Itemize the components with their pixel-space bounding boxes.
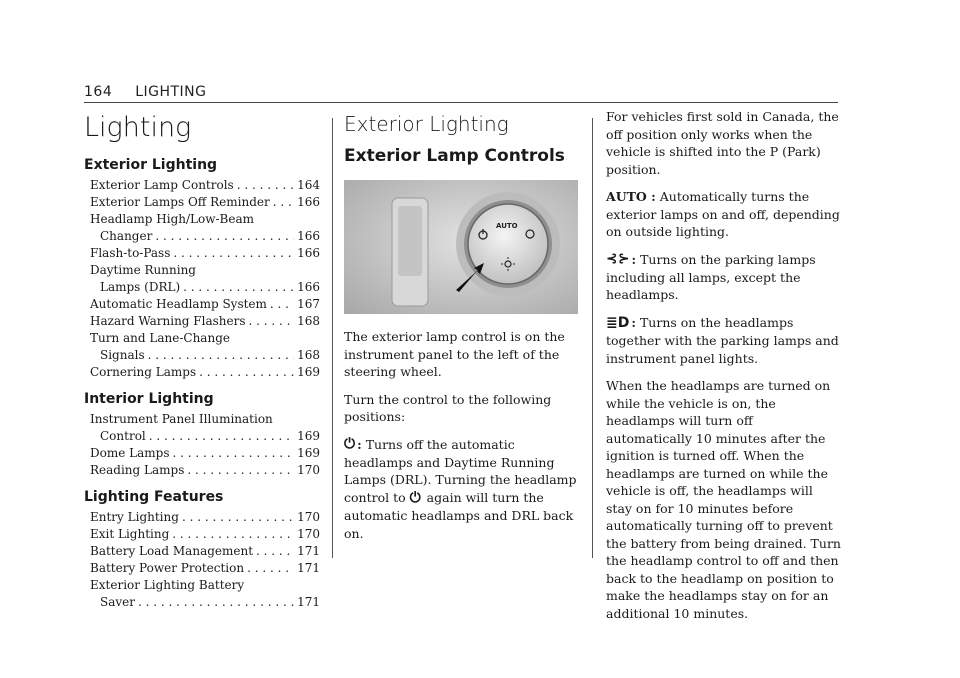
toc-entry-continued[interactable]: Saver . . . 171 — [84, 594, 320, 611]
toc-entry-continued[interactable]: Signals . . . 168 — [84, 347, 320, 364]
toc-page-number: 168 — [297, 348, 320, 362]
toc-entry[interactable]: Hazard Warning Flashers . . . 168 — [84, 313, 320, 330]
paragraph-headlamps: ≣D : Turns on the headlamps together with the parking lamps and instrument panel lights. — [606, 314, 839, 366]
toc-page-number: 169 — [297, 429, 320, 443]
power-off-icon: ⏻ — [409, 489, 421, 506]
toc-section-heading: Lighting Features — [84, 489, 224, 505]
paragraph-canada: For vehicles first sold in Canada, the off position only works when the vehicle is shifted into the P (Park) position. — [606, 109, 839, 177]
paragraph-off: ⏻ : Turns off the automatic headlamps and Daytime Running Lamps (DRL). Turning the headlamp control to ⏻ again will turn the automatic headlamps and DRL back on. — [344, 436, 577, 541]
power-off-icon: ⏻ — [344, 436, 356, 453]
page-header — [84, 84, 207, 100]
toc-entry[interactable]: Battery Load Management . . . 171 — [84, 543, 320, 560]
toc-entry-continued[interactable]: Control . . . 169 — [84, 428, 320, 445]
table-of-contents — [84, 157, 320, 611]
toc-entry[interactable]: Dome Lamps . . . 169 — [84, 445, 320, 462]
toc-entry[interactable]: Exterior Lamps Off Reminder . . . 166 — [84, 194, 320, 211]
content-column-2 — [344, 108, 580, 552]
column-divider-1 — [332, 118, 333, 558]
header-rule — [84, 102, 838, 103]
toc-entry[interactable]: Automatic Headlamp System . . . 167 — [84, 296, 320, 313]
photo-auto-label: AUTO — [496, 222, 518, 230]
paragraph-location: The exterior lamp control is on the instrument panel to the left of the steering wheel. — [344, 329, 565, 379]
toc-page-number: 171 — [297, 561, 320, 575]
toc-entry-continued[interactable]: Changer . . . 166 — [84, 228, 320, 245]
toc-entry[interactable]: Exit Lighting . . . 170 — [84, 526, 320, 543]
toc-entry[interactable]: Turn and Lane-Change — [90, 331, 230, 345]
toc-page-number: 168 — [297, 314, 320, 328]
lamp-control-photo — [344, 180, 578, 314]
headlamp-icon: ≣D — [606, 314, 630, 331]
heading-exterior-lamp-controls: Exterior Lamp Controls — [344, 146, 565, 166]
toc-entry[interactable]: Flash-to-Pass . . . 166 — [84, 245, 320, 262]
toc-page-number: 169 — [297, 365, 320, 379]
toc-page-number: 171 — [297, 595, 320, 609]
toc-page-number: 167 — [297, 297, 320, 311]
toc-page-number: 166 — [297, 280, 320, 294]
toc-page-number: 166 — [297, 229, 320, 243]
toc-entry-continued[interactable]: Lamps (DRL) . . . 166 — [84, 279, 320, 296]
chapter-title: Lighting — [84, 112, 192, 143]
toc-entry[interactable]: Daytime Running — [90, 263, 196, 277]
toc-section-heading: Exterior Lighting — [84, 157, 218, 173]
paragraph-parking-lamps: ⊰⊱ : Turns on the parking lamps including all lamps, except the headlamps. — [606, 251, 816, 303]
lamp-control-illustration — [344, 180, 578, 314]
toc-page-number: 166 — [297, 195, 320, 209]
column-divider-2 — [592, 118, 593, 558]
page-number: 164 — [84, 84, 113, 100]
toc-entry[interactable]: Reading Lamps . . . 170 — [84, 462, 320, 479]
toc-page-number: 166 — [297, 246, 320, 260]
toc-entry[interactable]: Headlamp High/Low-Beam — [90, 212, 254, 226]
toc-section-heading: Interior Lighting — [84, 391, 214, 407]
toc-page-number: 169 — [297, 446, 320, 460]
heading-exterior-lighting: Exterior Lighting — [344, 112, 509, 136]
toc-entry[interactable]: Instrument Panel Illumination — [90, 412, 273, 426]
paragraph-positions: Turn the control to the following positions: — [344, 391, 552, 424]
toc-page-number: 170 — [297, 510, 320, 524]
paragraph-headlamp-timer: When the headlamps are turned on while the vehicle is on, the headlamps will turn off automatically 10 minutes after the ignition is turned off. When the headlamps are turned on while the vehicle is off, the headlamps will stay on for 10 minutes before automatically turning off to prevent the battery from being drained. Turn the headlamp control to off and then back to the headlamp on position to make the headlamps stay on for an additional 10 minutes. — [606, 378, 841, 621]
paragraph-auto: AUTO : Automatically turns the exterior lamps on and off, depending on outside lighting. — [606, 189, 840, 239]
toc-entry[interactable]: Exterior Lighting Battery — [90, 578, 245, 592]
toc-entry[interactable]: Exterior Lamp Controls . . . 164 — [84, 177, 320, 194]
parking-lamp-icon: ⊰⊱ — [606, 251, 630, 268]
toc-entry[interactable]: Entry Lighting . . . 170 — [84, 509, 320, 526]
toc-page-number: 170 — [297, 463, 320, 477]
toc-entry[interactable]: Battery Power Protection . . . 171 — [84, 560, 320, 577]
section-title: LIGHTING — [135, 84, 207, 100]
toc-column — [84, 108, 320, 611]
toc-page-number: 171 — [297, 544, 320, 558]
toc-page-number: 164 — [297, 178, 320, 192]
toc-entry[interactable]: Cornering Lamps . . . 169 — [84, 364, 320, 381]
content-column-3 — [606, 108, 842, 632]
toc-page-number: 170 — [297, 527, 320, 541]
